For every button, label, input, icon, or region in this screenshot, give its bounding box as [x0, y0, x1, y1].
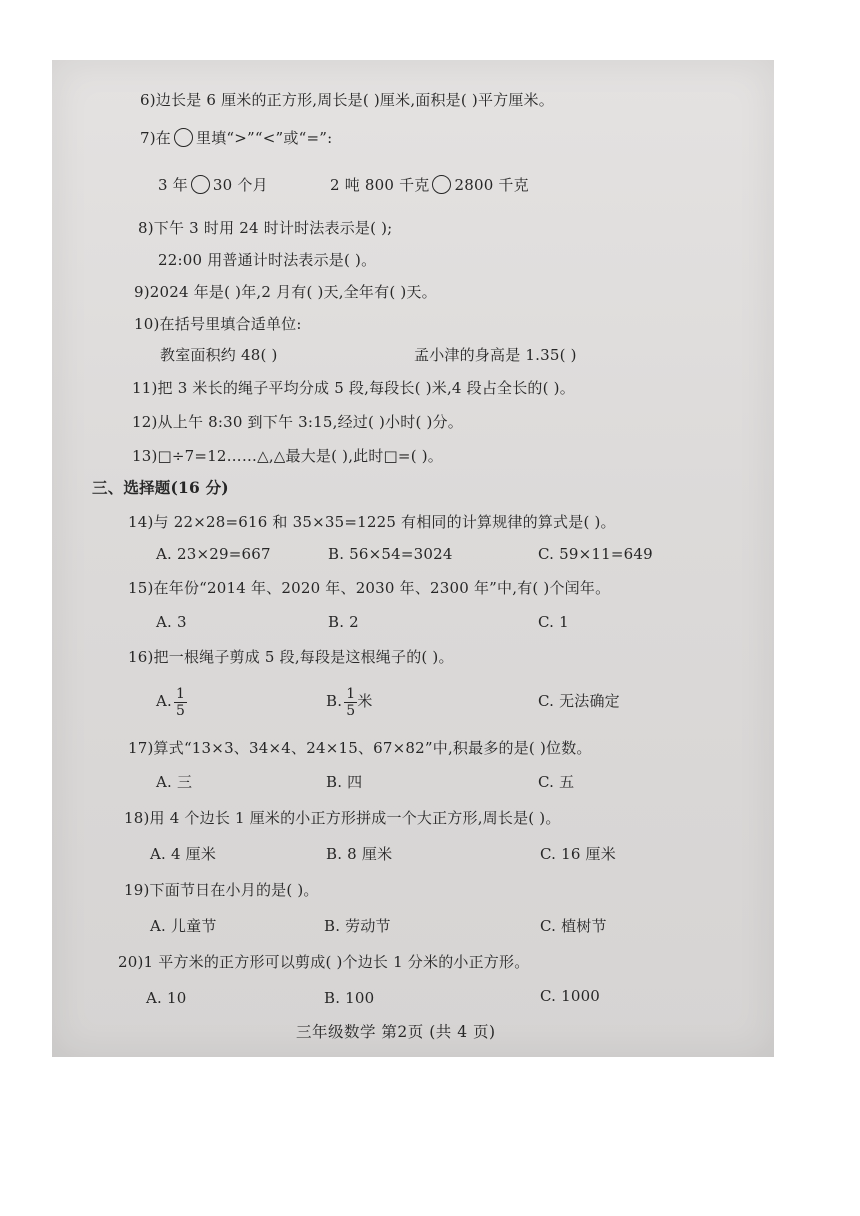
question-19: 19)下面节日在小月的是( )。 [124, 881, 319, 899]
question-9: 9)2024 年是( )年,2 月有( )天,全年有( )天。 [134, 283, 437, 301]
q7-suffix: 里填“>”“<”或“=”: [196, 129, 333, 147]
question-15: 15)在年份“2014 年、2020 年、2030 年、2300 年”中,有( )个闰年。 [128, 579, 611, 597]
section-3-title: 三、选择题(16 分) [92, 478, 229, 497]
question-6: 6)边长是 6 厘米的正方形,周长是( )厘米,面积是( )平方厘米。 [140, 91, 554, 109]
question-10: 10)在括号里填合适单位: [134, 315, 302, 333]
q16-option-c: C. 无法确定 [538, 692, 620, 710]
compare-circle-icon [174, 128, 193, 147]
question-18: 18)用 4 个边长 1 厘米的小正方形拼成一个大正方形,周长是( )。 [124, 809, 561, 827]
fraction-numerator: 1 [346, 685, 356, 702]
q14-option-c: C. 59×11=649 [538, 545, 653, 563]
q18-option-c: C. 16 厘米 [540, 845, 616, 863]
q17-option-c: C. 五 [538, 773, 575, 791]
q19-option-a: A. 儿童节 [150, 917, 217, 935]
q7-prefix: 7)在 [140, 129, 171, 147]
fraction-numerator: 1 [176, 685, 186, 702]
question-7 [140, 128, 332, 148]
fraction [344, 686, 357, 719]
compare-circle-icon [191, 175, 210, 194]
fraction [174, 686, 187, 719]
q19-option-b: B. 劳动节 [324, 917, 391, 935]
q7a-right: 30 个月 [212, 176, 268, 194]
q18-option-a: A. 4 厘米 [150, 845, 217, 863]
q7a-left: 3 年 [158, 176, 188, 194]
q16a-label: A. [156, 692, 173, 710]
compare-circle-icon [432, 175, 451, 194]
q20-option-b: B. 100 [324, 989, 375, 1007]
q7b-left: 2 吨 800 千克 [330, 176, 430, 194]
question-17: 17)算式“13×3、34×4、24×15、67×82”中,积最多的是( )位数。 [128, 739, 592, 757]
q14-option-a: A. 23×29=667 [156, 545, 271, 563]
question-8a: 8)下午 3 时用 24 时计时法表示是( ); [138, 219, 393, 237]
question-16: 16)把一根绳子剪成 5 段,每段是这根绳子的( )。 [128, 648, 454, 666]
fraction-denominator: 5 [176, 702, 186, 719]
q17-option-b: B. 四 [326, 773, 363, 791]
question-10a: 教室面积约 48( ) [160, 346, 278, 364]
q17-option-a: A. 三 [156, 773, 193, 791]
q16b-unit: 米 [357, 692, 373, 710]
question-10b: 孟小津的身高是 1.35( ) [414, 346, 577, 364]
q19-option-c: C. 植树节 [540, 917, 607, 935]
page-footer: 三年级数学 第2页 (共 4 页) [296, 1023, 496, 1041]
question-7-b [330, 175, 529, 195]
question-7-a [158, 175, 268, 195]
q7b-right: 2800 千克 [454, 176, 529, 194]
question-11: 11)把 3 米长的绳子平均分成 5 段,每段长( )米,4 段占全长的( )。 [132, 379, 575, 397]
q16b-label: B. [326, 692, 343, 710]
q15-option-b: B. 2 [328, 613, 359, 631]
question-13: 13)□÷7=12……△,△最大是( ),此时□=( )。 [132, 447, 443, 465]
question-14: 14)与 22×28=616 和 35×35=1225 有相同的计算规律的算式是( )。 [128, 513, 616, 531]
q15-option-c: C. 1 [538, 613, 569, 631]
fraction-denominator: 5 [346, 702, 356, 719]
q20-option-c: C. 1000 [540, 987, 601, 1005]
question-12: 12)从上午 8:30 到下午 3:15,经过( )小时( )分。 [132, 413, 463, 431]
q18-option-b: B. 8 厘米 [326, 845, 393, 863]
q20-option-a: A. 10 [146, 989, 187, 1007]
q15-option-a: A. 3 [156, 613, 187, 631]
question-8b: 22:00 用普通计时法表示是( )。 [158, 251, 377, 269]
question-20: 20)1 平方米的正方形可以剪成( )个边长 1 分米的小正方形。 [118, 953, 530, 971]
q16-option-a [156, 684, 187, 719]
q16-option-b [326, 684, 373, 719]
q14-option-b: B. 56×54=3024 [328, 545, 453, 563]
